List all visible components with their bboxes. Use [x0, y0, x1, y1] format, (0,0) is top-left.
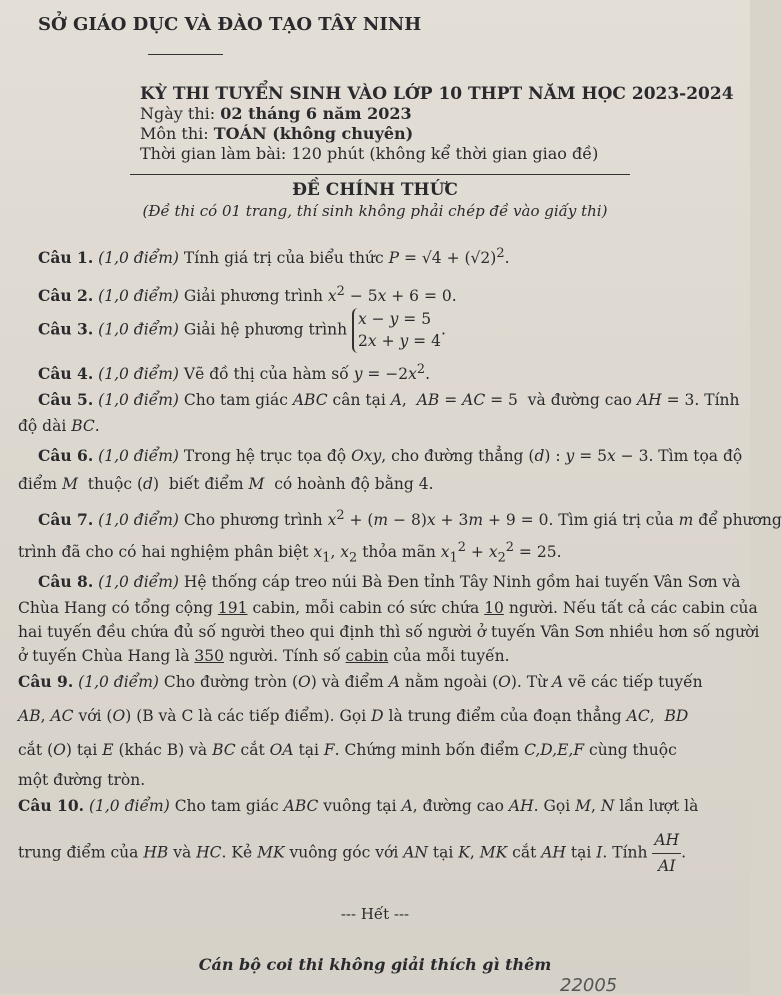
question-8-line-3: hai tuyến đều chứa đủ số người theo qui định thì số người ở tuyến Vân Sơn nhiều hơn số người [18, 623, 760, 641]
question-7: Câu 7. (1,0 điểm) Cho phương trình $x^2 + (m - 8)x + 3m + 9 = 0$. Tìm giá trị của m để phương [38, 508, 782, 530]
handwritten-scribble: 22005 [560, 975, 618, 996]
question-2: Câu 2. (1,0 điểm) Giải phương trình $x^2 - 5x + 6 = 0$. [38, 284, 457, 306]
question-9-line-2: AB, AC với (O) (B và C là các tiếp điểm). Gọi D là trung điểm của đoạn thẳng AC, BD [18, 707, 689, 725]
question-9: Câu 9. (1,0 điểm) Cho đường tròn (O) và điểm A nằm ngoài (O). Từ A vẽ các tiếp tuyến [18, 672, 703, 691]
question-5-line-2: độ dài BC. [18, 417, 100, 435]
exam-date: Ngày thi: 02 tháng 6 năm 2023 [140, 104, 412, 123]
question-8-line-4: ở tuyến Chùa Hang là 350 người. Tính số cabin của mỗi tuyến. [18, 647, 510, 665]
exam-subject: Môn thi: TOÁN (không chuyên) [140, 124, 414, 143]
department-underline [148, 54, 223, 55]
exam-note: (Đề thi có 01 trang, thí sinh không phải chép đề vào giấy thi) [142, 202, 608, 220]
question-5: Câu 5. (1,0 điểm) Cho tam giác ABC cân tại A, AB = AC = 5 và đường cao AH = 3. Tính [38, 390, 740, 409]
department-name: SỞ GIÁO DỤC VÀ ĐÀO TẠO TÂY NINH [38, 14, 422, 35]
question-6-line-2: điểm M thuộc (d) biết điểm M có hoành độ bằng 4. [18, 475, 434, 493]
question-10-line-2: trung điểm của HB và HC. Kẻ MK vuông góc với AN tại K, MK cắt AH tại I. Tính $\frac{AH}{AI}$ . [18, 828, 686, 879]
question-8: Câu 8. (1,0 điểm) Hệ thống cáp treo núi Bà Đen tỉnh Tây Ninh gồm hai tuyến Vân Sơn và [38, 572, 741, 591]
ratio-fraction: $\frac{AH}{AI}$ [652, 828, 681, 879]
footer-note: Cán bộ coi thi không giải thích gì thêm [198, 955, 552, 974]
question-7-line-2: trình đã cho có hai nghiệm phân biệt $x_1$, $x_2$ thỏa mãn $x_1^2 + x_2^2 = 25$. [18, 540, 562, 566]
question-1: Câu 1. (1,0 điểm) Tính giá trị của biểu thức $P = √4 + (√2)^2$. [38, 246, 510, 268]
exam-time: Thời gian làm bài: 120 phút (không kể thời gian giao đề) [140, 144, 599, 163]
question-9-line-3: cắt (O) tại E (khác B) và BC cắt OA tại F. Chứng minh bốn điểm C,D,E,F cùng thuộc [18, 741, 677, 759]
question-6: Câu 6. (1,0 điểm) Trong hệ trục tọa độ Oxy, cho đường thẳng (d) : y = 5x − 3. Tìm tọa độ [38, 446, 743, 465]
question-3: Câu 3. (1,0 điểm) Giải hệ phương trình x − y = 5 2x + y = 4. [38, 308, 446, 353]
equation-system: x − y = 5 2x + y = 4 [352, 308, 441, 353]
header-divider [130, 174, 630, 175]
end-marker: --- Hết --- [340, 905, 410, 923]
question-4: Câu 4. (1,0 điểm) Vẽ đồ thị của hàm số $y = -2x^2$. [38, 362, 431, 384]
exam-title: KỲ THI TUYỂN SINH VÀO LỚP 10 THPT NĂM HỌC 2023-2024 [140, 84, 734, 104]
question-8-line-2: Chùa Hang có tổng cộng 191 cabin, mỗi cabin có sức chứa 10 người. Nếu tất cả các cabin của [18, 599, 758, 617]
question-10: Câu 10. (1,0 điểm) Cho tam giác ABC vuông tại A, đường cao AH. Gọi M, N lần lượt là [18, 796, 699, 815]
official-label: ĐỀ CHÍNH THỨC [292, 180, 458, 200]
question-9-line-4: một đường tròn. [18, 771, 146, 789]
